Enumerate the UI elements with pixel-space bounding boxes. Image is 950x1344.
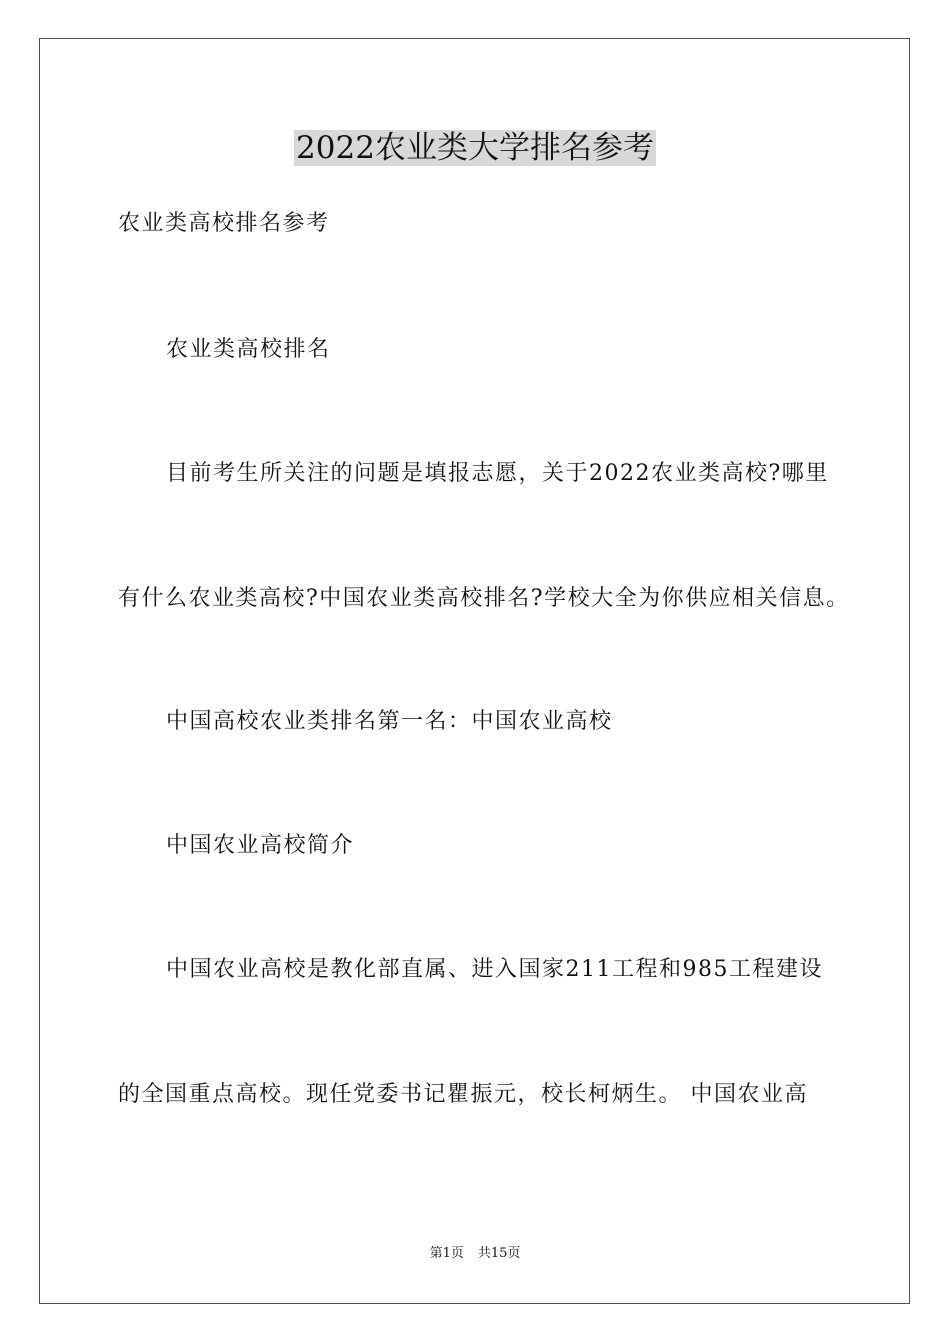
paragraph-school-desc-line-1: 中国农业高校是教化部直属、进入国家211工程和985工程建设 [166, 957, 823, 982]
paragraph-subheading: 农业类高校排名 [166, 337, 331, 362]
paragraph-ranking-first: 中国高校农业类排名第一名：中国农业高校 [166, 709, 613, 734]
paragraph-school-desc-line-2: 的全国重点高校。现任党委书记瞿振元，校长柯炳生。 中国农业高 [118, 1082, 808, 1107]
paragraph-heading: 农业类高校排名参考 [118, 211, 330, 236]
document-title [0, 126, 950, 170]
page-footer [0, 1245, 950, 1263]
paragraph-intro-line-2: 有什么农业类高校?中国农业类高校排名?学校大全为你供应相关信息。 [118, 586, 850, 611]
paragraph-school-intro-heading: 中国农业高校简介 [166, 833, 355, 858]
paragraph-intro-line-1: 目前考生所关注的问题是填报志愿，关于2022农业类高校?哪里 [166, 461, 829, 486]
page-number: 第1页 [429, 1246, 464, 1261]
page-total: 共15页 [477, 1246, 521, 1261]
document-title-text: 2022农业类大学排名参考 [296, 130, 654, 166]
